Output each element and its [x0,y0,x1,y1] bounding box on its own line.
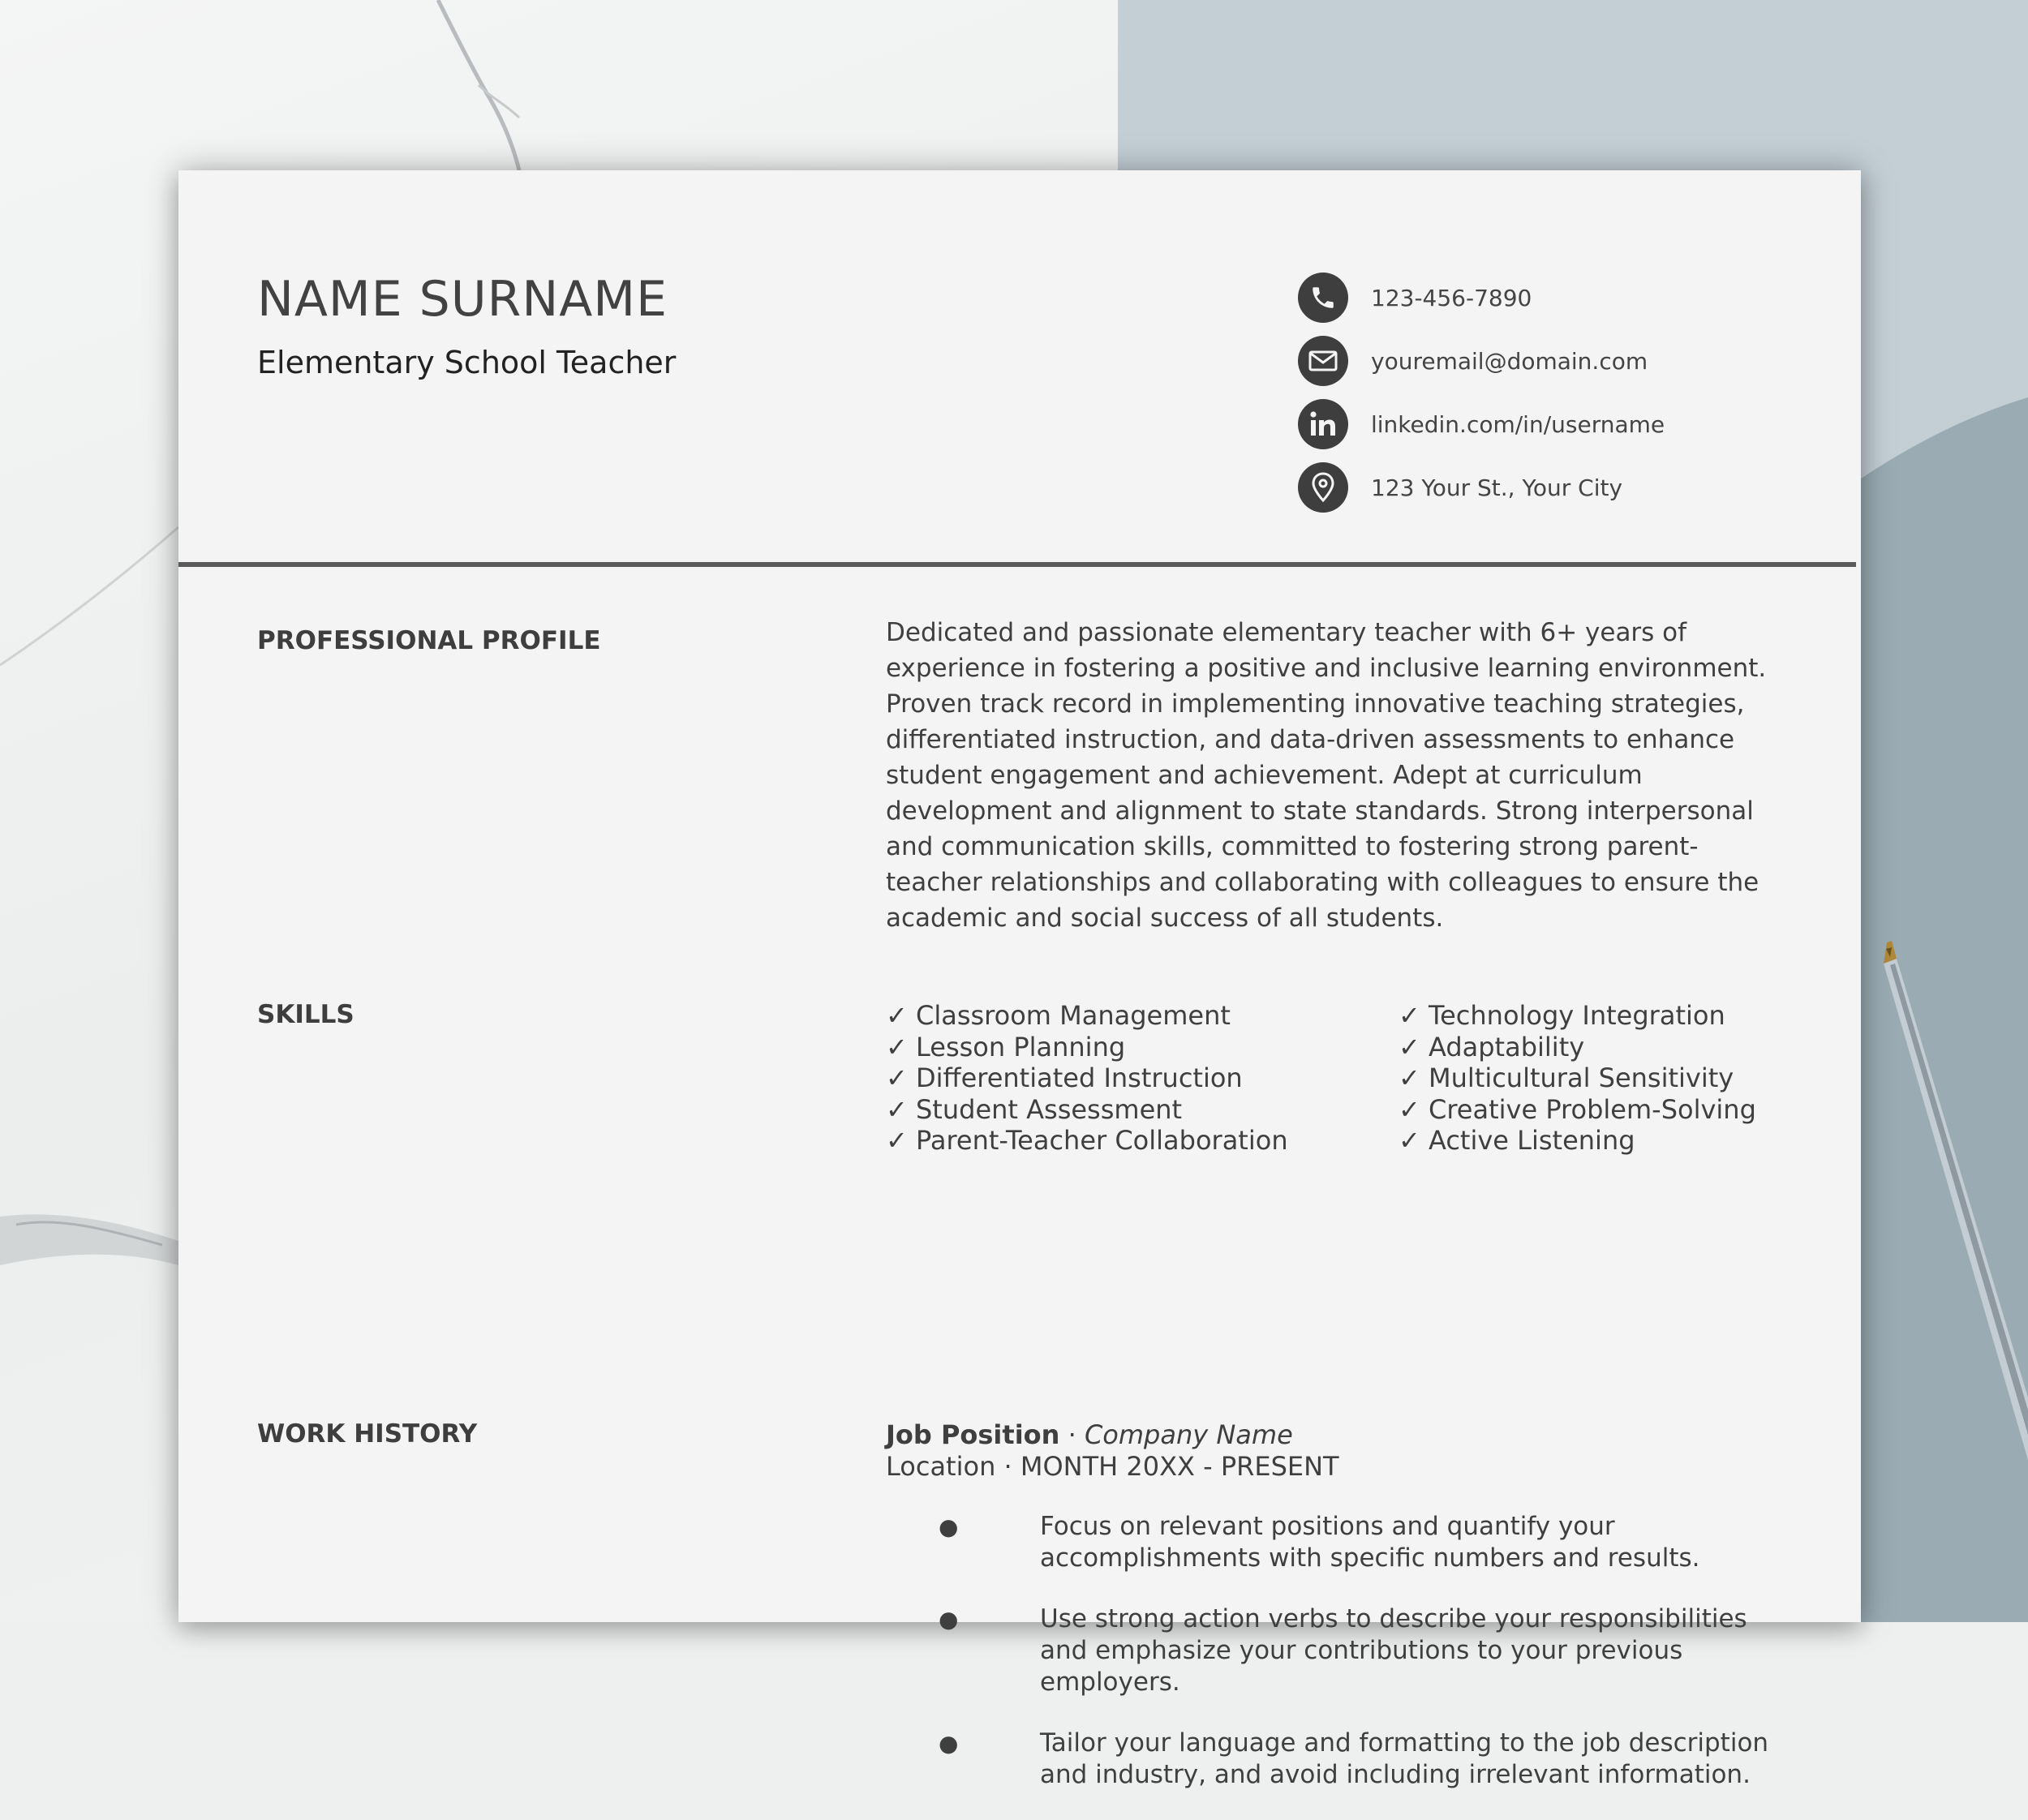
contact-email-text: youremail@domain.com [1371,347,1648,375]
bullet-text: Focus on relevant positions and quantify your accomplishments with specific numbers and results. [1040,1512,1700,1573]
skill-item: ✓ Parent-Teacher Collaboration [886,1125,1288,1156]
contact-address-text: 123 Your St., Your City [1371,474,1623,501]
bullet-text: Use strong action verbs to describe your responsibilities and emphasize your contributions to your previous employers. [1040,1604,1747,1697]
profile-text: Dedicated and passionate elementary teacher with 6+ years of experience in fostering a positive and inclusive learning environment. Proven track record in implementing innovative teaching strategies, differentiated instruction, and data-driven assessments to enhance student engagement and achievement. Adept at curriculum development and alignment to state standards. Strong interpersonal and communication skills, committed to fostering strong parent-teacher relationships and collaborating with colleagues to ensure the academic and social success of all students. [886,618,1767,933]
contact-address [1298,456,1665,519]
skill-item: ✓ Active Listening [1399,1125,1635,1156]
resume-page [178,170,1861,1789]
job-header [886,1419,1293,1450]
candidate-name: NAME SURNAME [257,271,668,328]
list-item [939,1603,1798,1698]
profile-heading: PROFESSIONAL PROFILE [257,626,601,655]
skill-item: ✓ Adaptability [1399,1031,1585,1062]
skill-item: ✓ Classroom Management [886,1000,1231,1031]
skill-item: ✓ Lesson Planning [886,1031,1126,1062]
linkedin-icon [1298,399,1348,449]
skill-item: ✓ Creative Problem-Solving [1399,1093,1756,1125]
header-divider [178,562,1856,567]
skills-heading: SKILLS [257,1000,354,1029]
candidate-title: Elementary School Teacher [257,345,677,380]
list-item [939,1511,1798,1574]
bullet-symbol: ● [939,1606,959,1633]
contact-phone [1298,266,1665,329]
list-item [939,1728,1798,1791]
phone-icon [1298,273,1348,323]
contact-linkedin-text: linkedin.com/in/username [1371,410,1665,438]
skill-item: ✓ Student Assessment [886,1093,1183,1125]
job-bullets [939,1511,1798,1820]
skill-item: ✓ Differentiated Instruction [886,1062,1243,1093]
contact-phone-text: 123-456-7890 [1371,284,1532,311]
job-location-dates: Location · MONTH 20XX - PRESENT [886,1451,1339,1482]
contact-list [1298,266,1665,519]
skill-item: ✓ Technology Integration [1399,1000,1725,1031]
job-position: Job Position [886,1419,1060,1450]
contact-linkedin [1298,393,1665,456]
mail-icon [1298,336,1348,386]
bullet-symbol: ● [939,1513,959,1540]
company-name: Company Name [1084,1419,1293,1450]
contact-email [1298,329,1665,393]
skills-list-left [886,1000,1288,1157]
work-heading: WORK HISTORY [257,1419,478,1449]
skill-item: ✓ Multicultural Sensitivity [1399,1062,1734,1093]
bullet-text: Tailor your language and formatting to the job description and industry, and avoid including irrelevant information. [1040,1728,1769,1789]
bullet-symbol: ● [939,1730,959,1757]
job-separator: · [1059,1419,1085,1450]
skills-list-right [1399,1000,1756,1157]
location-pin-icon [1298,462,1348,513]
